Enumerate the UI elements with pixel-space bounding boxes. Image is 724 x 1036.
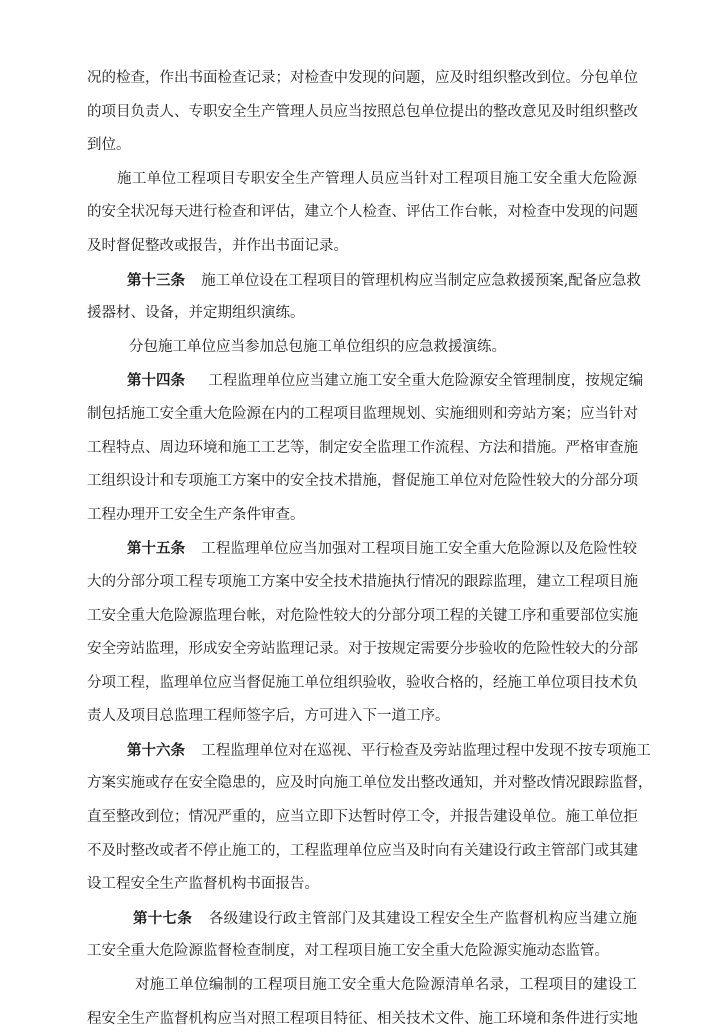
article-text: 各级建设行政主管部门及其建设工程安全生产监督机构应当建立施: [208, 910, 638, 927]
text-line: 施工单位工程项目专职安全生产管理人员应当针对工程项目施工安全重大危险源: [117, 170, 637, 187]
text-line: 设工程安全生产监督机构书面报告。: [87, 876, 319, 893]
text-line: 工组织设计和专项施工方案中的安全技术措施，督促施工单位对危险性较大的分部分项: [87, 473, 638, 490]
article-first-line: [87, 264, 641, 298]
text-line: 安全旁站监理，形成安全旁站监理记录。对于按规定需要分步验收的危险性较大的分部: [87, 641, 638, 658]
article-first-line: [87, 734, 651, 768]
document-page: [87, 62, 653, 1036]
article-first-line: [87, 532, 637, 566]
text-line: 到位。: [87, 137, 131, 154]
text-line: 的安全状况每天进行检查和评估，建立个人检查、评估工作台帐，对检查中发现的问题: [87, 204, 638, 221]
article-14: [87, 364, 644, 532]
text-line: 直至整改到位；情况严重的，应当立即下达暂时停工令，并报告建设单位。施工单位拒: [87, 809, 638, 826]
text-line: 及时督促整改或报告，并作出书面记录。: [87, 237, 348, 254]
text-line: 责人及项目总监理工程师签字后，方可进入下一道工序。: [87, 708, 450, 725]
text-line: 对施工单位编制的工程项目施工安全重大危险源清单名录，工程项目的建设工: [135, 977, 637, 994]
article-text: 工程监理单位应当建立施工安全重大危险源安全管理制度，按规定编: [208, 373, 644, 390]
text-line: 况的检查，作出书面检查记录；对检查中发现的问题，应及时组织整改到位。分包单位: [87, 70, 638, 86]
article-15: [87, 532, 637, 734]
text-line: 方案实施或存在安全隐患的，应及时向施工单位发出整改通知，并对整改情况跟踪监督，: [87, 775, 653, 792]
text-line: 援器材、设备，并定期组织演练。: [87, 305, 305, 322]
article-first-line: [87, 364, 644, 398]
article-heading: 第十四条: [127, 372, 185, 390]
article-text: 工程监理单位对在巡视、平行检查及旁站监理过程中发现不按专项施工: [201, 742, 651, 759]
article-heading: 第十五条: [127, 540, 186, 558]
text-line: 分项工程，监理单位应当督促施工单位组织验收，验收合格的，经施工单位项目技术负: [87, 674, 638, 691]
text-line: 不及时整改或者不停止施工的，工程监理单位应当及时向有关建设行政主管部门或其建: [87, 842, 638, 859]
article-16: [87, 734, 653, 902]
article-heading: 第十三条: [127, 271, 185, 289]
paragraph: [87, 163, 637, 264]
article-13: [87, 264, 641, 331]
article-text: 工程监理单位应当加强对工程项目施工安全重大危险源以及危险性较: [201, 541, 638, 558]
text-line: 工程办理开工安全生产条件审查。: [87, 506, 305, 523]
text-line: 程安全生产监督机构应当对照工程项目特征、相关技术文件、施工环境和条件进行实地: [87, 1010, 638, 1027]
article-text: 施工单位设在工程项目的管理机构应当制定应急救援预案,配备应急救: [201, 272, 641, 289]
text-line: 工安全重大危险源监理台帐，对危险性较大的分部分项工程的关键工序和重要部位实施: [87, 607, 638, 624]
text-line: 工安全重大危险源监督检查制度，对工程项目施工安全重大危险源实施动态监管。: [87, 943, 609, 960]
article-first-line: [87, 902, 637, 936]
text-line: 制包括施工安全重大危险源在内的工程项目监理规划、实施细则和旁站方案；应当针对: [87, 405, 638, 422]
text-line: 分包施工单位应当参加总包施工单位组织的应急救援演练。: [129, 338, 506, 355]
text-line: 工程特点、周边环境和施工工艺等，制定安全监理工作流程、方法和措施。严格审查施: [87, 439, 638, 456]
paragraph: [87, 62, 637, 163]
article-heading: 第十六条: [127, 741, 185, 759]
article-heading: 第十七条: [133, 909, 193, 927]
paragraph: [87, 969, 637, 1036]
text-line: 大的分部分项工程专项施工方案中安全技术措施执行情况的跟踪监理，建立工程项目施: [87, 573, 638, 590]
paragraph: [87, 331, 637, 365]
article-17: [87, 902, 637, 969]
text-line: 的项目负责人、专职安全生产管理人员应当按照总包单位提出的整改意见及时组织整改: [87, 103, 638, 120]
